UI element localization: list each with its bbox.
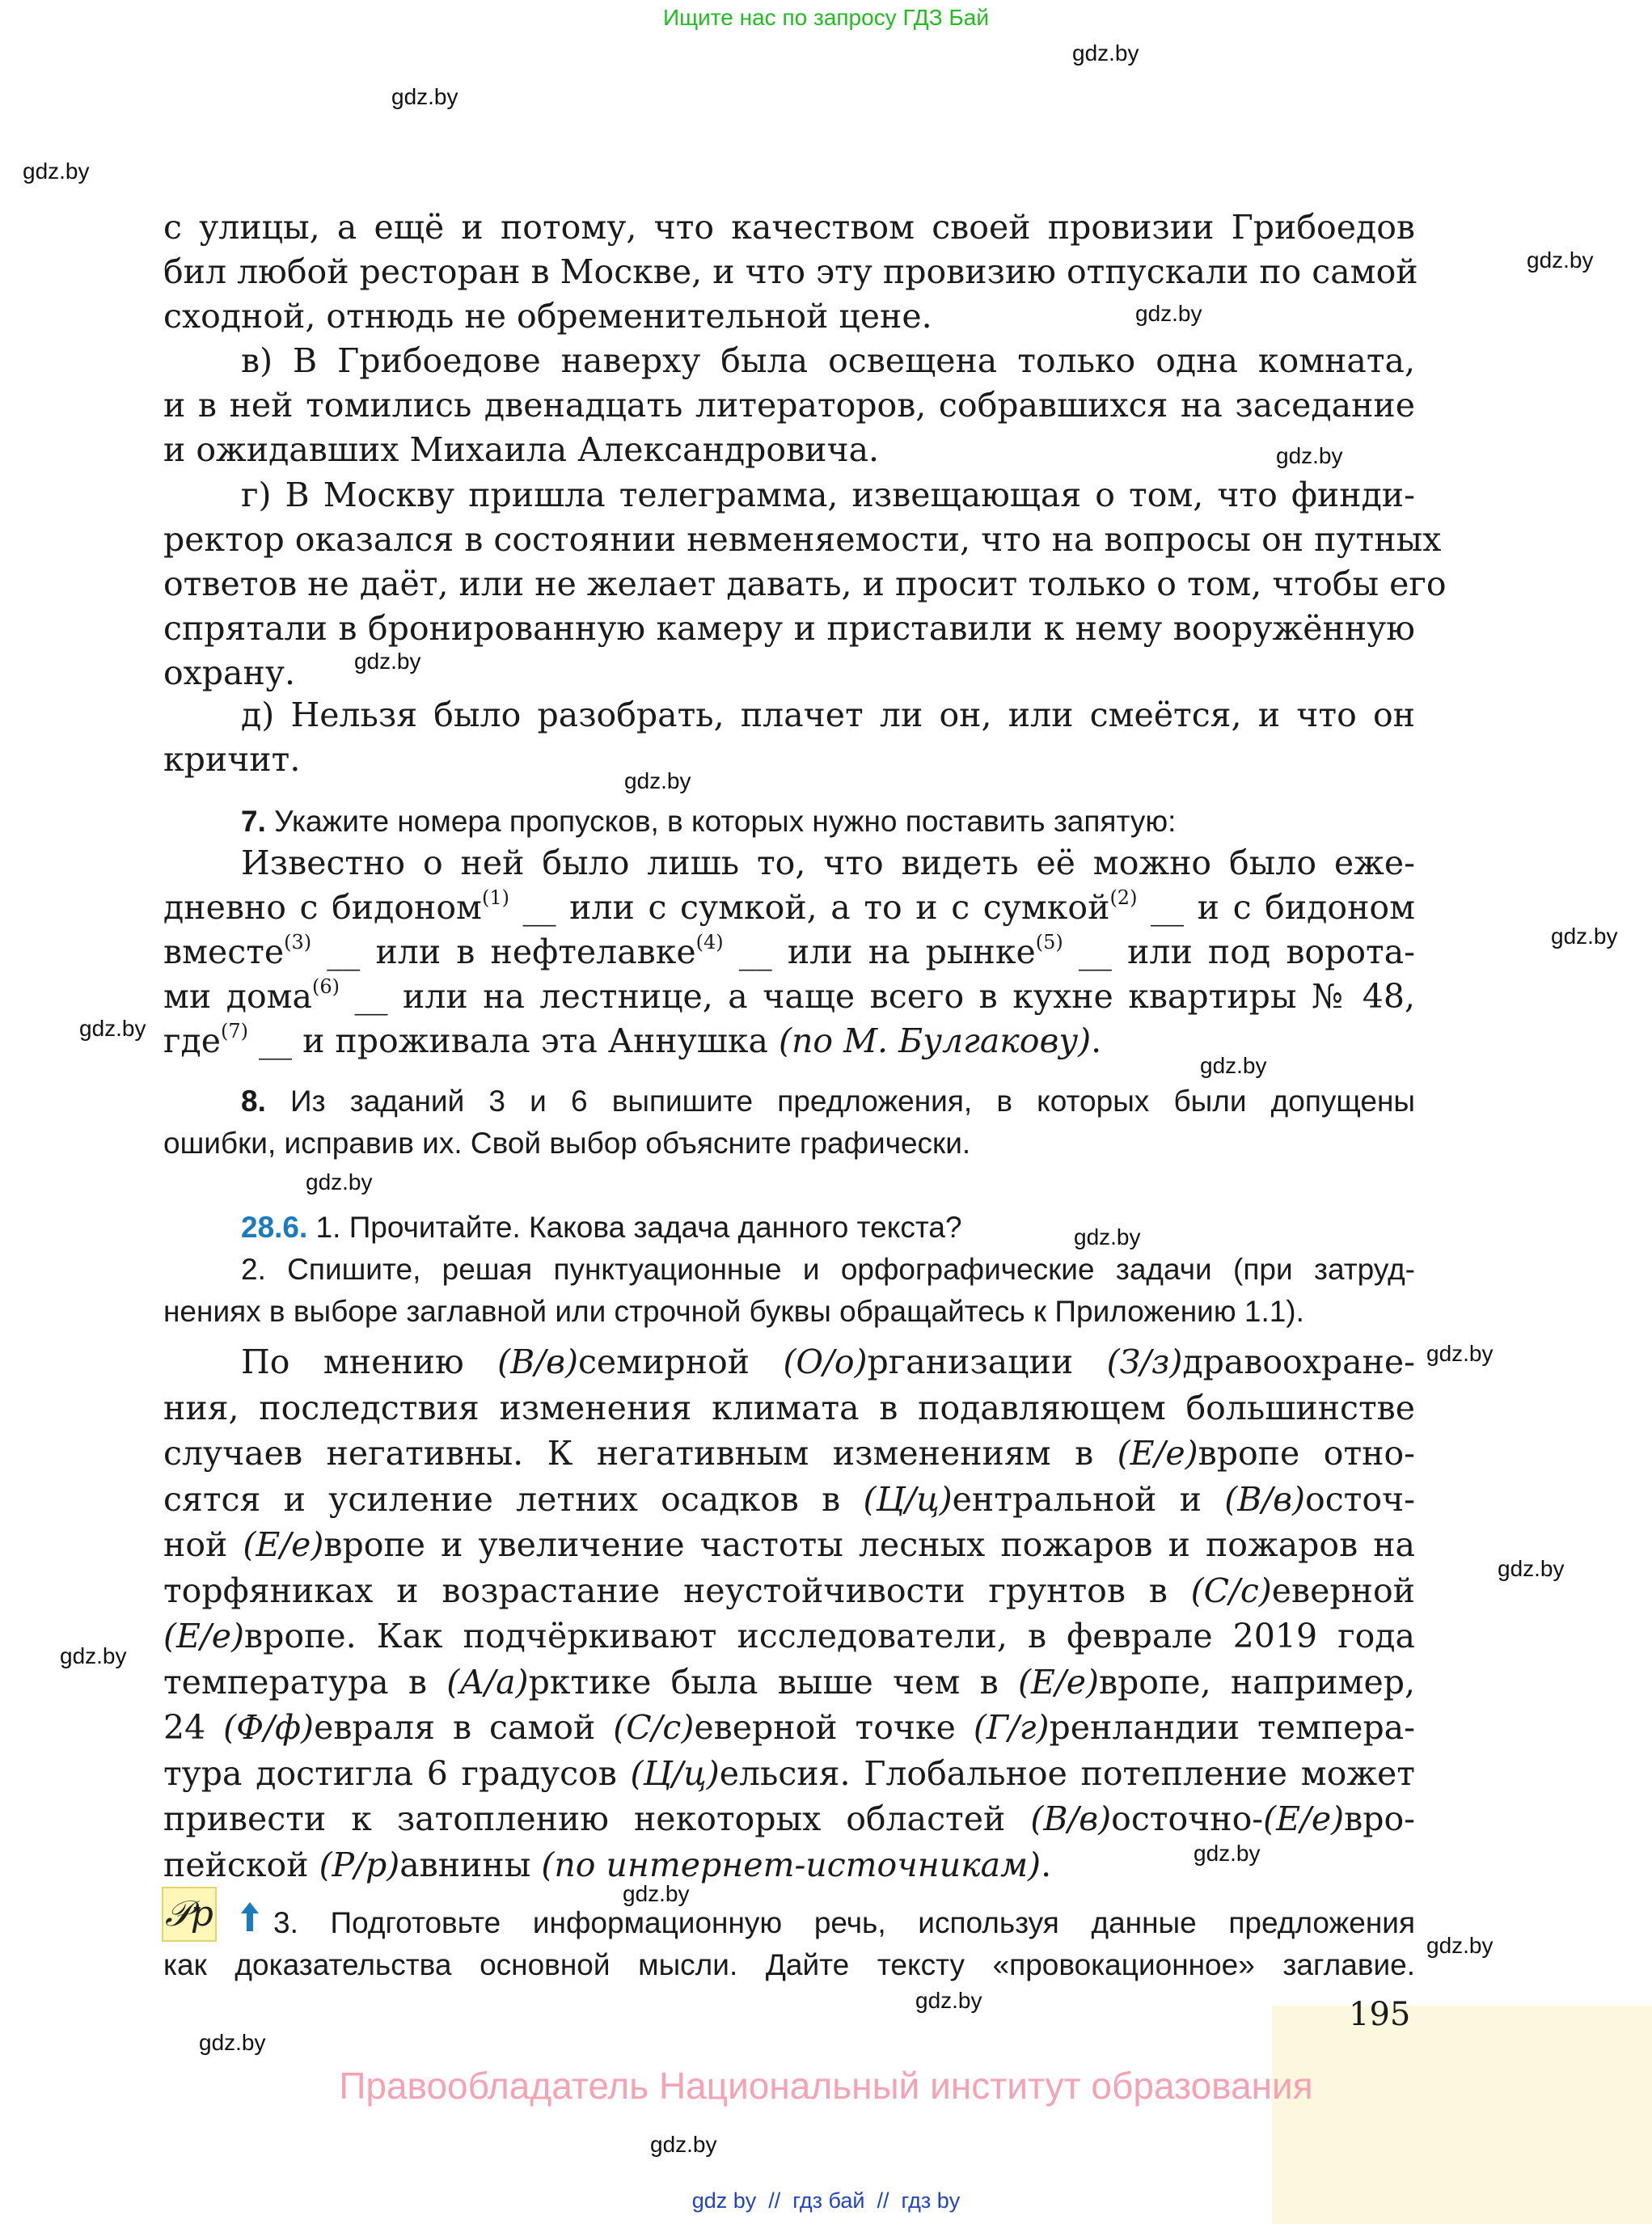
paragraph-g [163,473,1447,696]
text-line: г) В Москву пришла телеграмма, извещающая о том, что финди- [241,476,1415,514]
watermark: gdz.by [1072,40,1139,66]
task-7-text [163,841,1415,1063]
text-line: ной (Е/е)вропе и увеличение частоты лесных пожаров и пожаров на [163,1525,1415,1564]
gap-number: (1) [481,886,509,909]
text-line: кричит. [163,740,301,779]
gap-number: (5) [1035,931,1063,953]
task-number: 8. [241,1085,266,1118]
top-banner[interactable]: Ищите нас по запросу ГДЗ Бай [662,5,990,30]
text-line: 28.6. 1. Прочитайте. Какова задача данного текста? [241,1211,962,1244]
paragraph-d [163,693,1415,782]
text-line: где$^{(7)}$ __ и проживала эта Аннушка (по М. Булгакову). [163,1020,1102,1060]
exercise-number: 28.6. [241,1211,308,1244]
watermark: gdz.by [60,1643,127,1668]
exercise-28-6 [163,1207,1415,1333]
text-line: Известно о ней было лишь то, что видеть её можно было еже- [241,844,1415,882]
gap-number: (6) [312,975,340,998]
task-7-heading [163,801,1415,843]
page-number: 195 [1349,1996,1411,2033]
speech-task-icon: 𝒫р [162,1887,217,1942]
watermark: gdz.by [1426,1341,1494,1366]
watermark: gdz.by [1426,1933,1494,1958]
watermark: gdz.by [1194,1841,1261,1866]
gap-number: (2) [1109,886,1138,909]
text-line: вместе$^{(3)}$ __ или в нефтелавке$^{(4)}$ __ или на рынке$^{(5)}$ __ или под ворота- [163,931,1416,971]
text-line: 2. Спишите, решая пунктуационные и орфографические задачи (при затруд- [241,1253,1415,1286]
text-line: ректор оказался в состоянии невменяемости, что на вопросы он путных [163,520,1442,559]
text-line: температура в (А/а)рктике была выше чем в (Е/е)вропе, например, [163,1662,1415,1702]
watermark: gdz.by [199,2030,266,2055]
text-line: с улицы, а ещё и потому, что качеством своей провизии Грибоедов [163,208,1415,247]
watermark: gdz.by [1135,301,1202,326]
text-line: охрану. [163,653,295,692]
exercise-text [163,1339,1415,1888]
watermark: gdz.by [1200,1053,1267,1078]
watermark: gdz.by [23,159,90,184]
text-line: спрятали в бронированную камеру и приставили к нему вооружённую [163,609,1415,648]
text-line: тура достигла 6 градусов (Ц/ц)ельсия. Глобальное потепление может [163,1753,1415,1793]
text-line: ответов не даёт, или не желает давать, и просит только о том, чтобы его [163,564,1447,603]
text-line: случаев негативны. К негативным изменениям в (Е/е)вропе отно- [163,1434,1415,1473]
text-line: как доказательства основной мысли. Дайте тексту «провокационное» заглавие. [163,1948,1415,1981]
watermark: gdz.by [354,649,421,674]
intro-paragraph [163,205,1418,339]
text-line: д) Нельзя было разобрать, плачет ли он, или смеётся, и что он [241,696,1415,734]
watermark: gdz.by [1498,1556,1565,1581]
task-3 [163,1902,1415,1986]
text-line: (Е/е)вропе. Как подчёркивают исследователи, в феврале 2019 года [163,1617,1415,1655]
watermark: gdz.by [650,2132,717,2157]
watermark: gdz.by [624,768,691,793]
watermark: gdz.by [1074,1224,1141,1249]
task-text: Укажите номера пропусков, в которых нужно поставить запятую: [274,805,1177,838]
text-line: 3. Подготовьте информационную речь, используя данные предложения [273,1906,1415,1939]
text-line: бил любой ресторан в Москве, и что эту провизию отпускали по самой [163,252,1418,291]
watermark: gdz.by [79,1016,146,1041]
text-line: нениях в выборе заглавной или строчной буквы обращайтесь к Приложению 1.1). [163,1295,1304,1328]
text-line: ошибки, исправив их. Свой выбор объясните графически. [163,1127,971,1160]
text-line: 24 (Ф/ф)евраля в самой (С/с)еверной точке (Г/г)ренландии темпера- [163,1708,1415,1747]
gap-number: (3) [284,931,312,953]
watermark: gdz.by [1527,247,1594,273]
text-line: привести к затоплению некоторых областей (В/в)осточно-(Е/е)вро- [163,1799,1415,1838]
watermark: gdz.by [306,1169,373,1194]
watermark: gdz.by [623,1881,690,1906]
text-line: ния, последствия изменения климата в подавляющем большинстве [163,1388,1415,1427]
text-line: дневно с бидоном$^{(1)}$ __ или с сумкой, а то и с сумкой$^{(2)}$ __ и с бидоном [163,886,1415,927]
paragraph-v [163,339,1415,472]
watermark: gdz.by [391,84,458,109]
text-line: и ожидавших Михаила Александровича. [163,430,880,469]
footer-links[interactable]: gdz by // гдз бай // гдз by [691,2188,961,2213]
text-line: ми дома$^{(6)}$ __ или на лестнице, а чаще всего в кухне квартиры № 48, [163,975,1416,1016]
watermark: gdz.by [915,1988,982,2013]
text-line: и в ней томились двенадцать литераторов, собравшихся на заседание [163,386,1415,425]
text-line: сходной, отнюдь не обременительной цене. [163,297,932,336]
text-line: пейской (Р/р)авнины (по интернет-источникам). [163,1845,1052,1884]
text-line: в) В Грибоедове наверху была освещена только одна комната, [241,341,1415,380]
text-line: По мнению (В/в)семирной (О/о)рганизации (З/з)дравоохране- [241,1342,1415,1381]
text-line: торфяниках и возрастание неустойчивости грунтов в (С/с)еверной [163,1571,1415,1610]
copyright-notice: Правообладатель Национальный институт образования [339,2065,1313,2107]
watermark: gdz.by [1551,924,1618,949]
watermark: gdz.by [1276,443,1343,468]
text-line: сятся и усиление летних осадков в (Ц/ц)ентральной и (В/в)осточ- [163,1479,1415,1519]
task-8 [163,1080,1415,1165]
gap-number: (7) [221,1020,248,1042]
gap-number: (4) [695,931,724,953]
task-number: 7. [241,805,266,838]
text-line: 8. Из заданий 3 и 6 выпишите предложения, в которых были допущены [241,1085,1415,1118]
